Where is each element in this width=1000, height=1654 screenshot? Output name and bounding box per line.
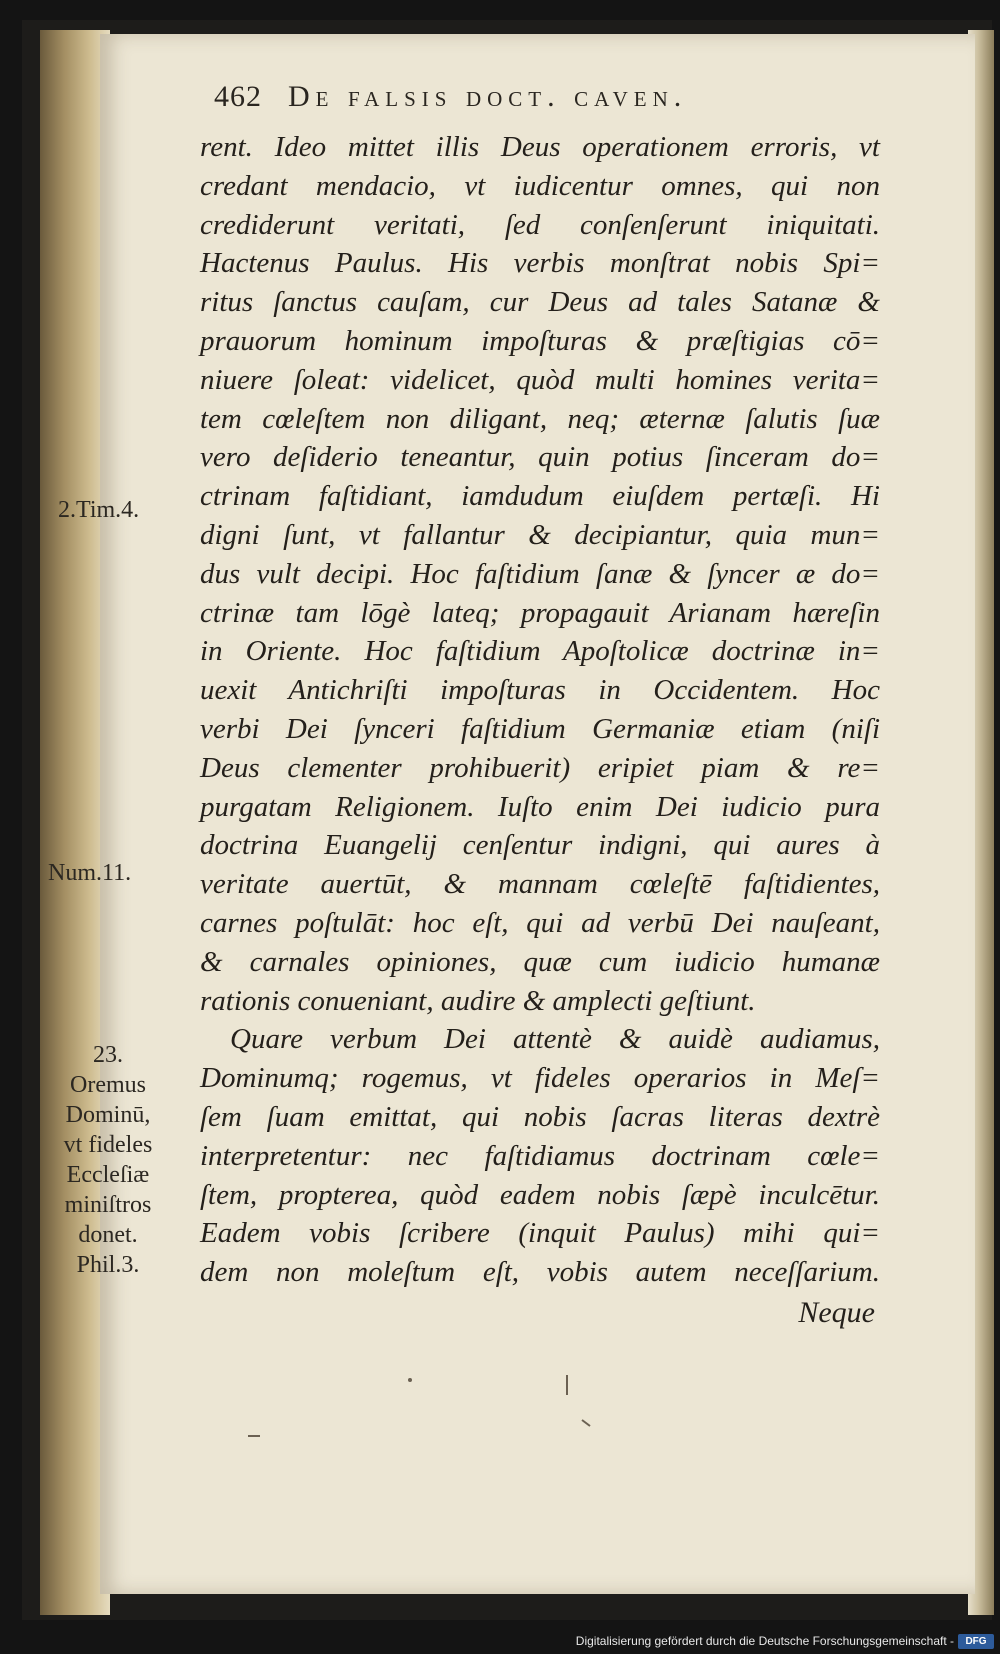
text-line: uexit Antichriſti impoſturas in Occidentem. Hoc <box>200 674 880 707</box>
running-head-title: De falsis doct. caven. <box>288 80 688 113</box>
text-line: ſtem, propterea, quòd eadem nobis ſæpè inculcētur. <box>200 1178 880 1211</box>
margin-note-line: miniſtros <box>64 1192 152 1218</box>
margin-note-line: Oremus <box>70 1072 146 1098</box>
text-line: interpretentur: nec faſtidiamus doctrinam cœle= <box>200 1139 880 1172</box>
catchword: Neque <box>798 1296 875 1329</box>
text-line: ritus ſanctus cauſam, cur Deus ad tales Satanæ & <box>200 286 880 319</box>
text-line: prauorum hominum impoſturas & præſtigias cō= <box>200 324 880 357</box>
text-line: ſem ſuam emittat, qui nobis ſacras literas dextrè <box>200 1100 880 1133</box>
text-line: carnes poſtulāt: hoc eſt, qui ad verbū Dei nauſeant, <box>200 906 880 939</box>
text-line: credant mendacio, vt iudicentur omnes, qui non <box>200 169 880 202</box>
text-line: ctrinam faſtidiant, iamdudum eiuſdem pertæſi. Hi <box>200 480 880 513</box>
text-line: purgatam Religionem. Iuſto enim Dei iudicio pura <box>200 790 880 823</box>
footer-credit: Digitalisierung gefördert durch die Deutsche Forschungsgemeinschaft - <box>575 1634 954 1648</box>
text-line: verbi Dei ſynceri faſtidium Germaniæ etiam (niſi <box>200 712 880 745</box>
text-line: Dominumq; rogemus, vt fideles operarios in Meſ= <box>200 1062 880 1095</box>
text-line: Eadem vobis ſcribere (inquit Paulus) mihi qui= <box>200 1217 880 1250</box>
text-line: Quare verbum Dei attentè & auidè audiamus, <box>230 1023 880 1056</box>
text-line: digni ſunt, vt fallantur & decipiantur, quia mun= <box>200 518 880 551</box>
text-line: & carnales opiniones, quæ cum iudicio humanæ <box>200 945 880 978</box>
text-line: veritate auertūt, & mannam cœleſtē faſtidientes, <box>200 868 880 901</box>
text-line: tem cœleſtem non diligant, neq; æternæ ſalutis ſuæ <box>200 402 880 435</box>
margin-note-line: Dominū, <box>65 1102 151 1128</box>
text-line: niuere ſoleat: videlicet, quòd multi homines verita= <box>200 363 880 396</box>
margin-note-line: Phil.3. <box>76 1252 140 1278</box>
margin-note-line: vt fideles <box>63 1132 153 1158</box>
dfg-logo-badge: DFG <box>958 1634 994 1649</box>
text-line: doctrina Euangelij cenſentur indigni, qui aures à <box>200 829 880 862</box>
text-line: rationis conueniant, audire & amplecti geſtiunt. <box>200 984 756 1017</box>
text-line: Deus clementer prohibuerit) eripiet piam & re= <box>200 751 880 784</box>
margin-note-tim: 2.Tim.4. <box>58 497 140 523</box>
text-line: in Oriente. Hoc faſtidium Apoſtolicæ doctrinæ in= <box>200 635 880 668</box>
text-line: dus vult decipi. Hoc faſtidium ſanæ & ſyncer æ do= <box>200 557 880 590</box>
text-line: crediderunt veritati, ſed conſenſerunt iniquitati. <box>200 208 880 241</box>
margin-note-line: Eccleſiæ <box>66 1162 150 1188</box>
text-line: ctrinæ tam lōgè lateq; propagauit Arianam hæreſin <box>200 596 880 629</box>
text-line: vero deſiderio teneantur, quin potius ſinceram do= <box>200 441 880 474</box>
text-line: dem non moleſtum eſt, vobis autem neceſſarium. <box>200 1256 880 1289</box>
text-line: rent. Ideo mittet illis Deus operationem erroris, vt <box>200 131 880 163</box>
page-number: 462 <box>214 80 262 113</box>
margin-note-num: Num.11. <box>48 860 132 886</box>
margin-note-line: donet. <box>78 1222 138 1248</box>
text-line: Hactenus Paulus. His verbis monſtrat nobis Spi= <box>200 247 880 280</box>
margin-note-line: 23. <box>93 1042 123 1068</box>
